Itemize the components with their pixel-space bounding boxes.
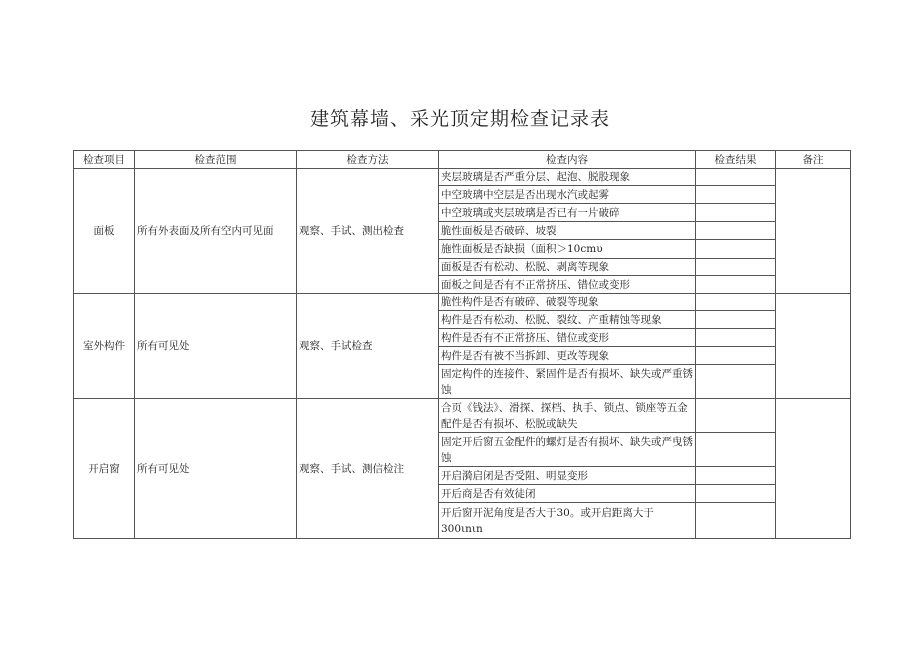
content-cell: 面板之间是否有不正常挤压、错位或变形 <box>439 276 696 294</box>
note-cell[interactable] <box>776 169 851 294</box>
header-row <box>74 151 851 169</box>
result-cell[interactable] <box>696 399 776 433</box>
result-cell[interactable] <box>696 276 776 294</box>
content-cell: 开启漪启闭是否受阻、明显变形 <box>439 467 696 485</box>
result-cell[interactable] <box>696 204 776 222</box>
header-result: 检查结果 <box>696 151 776 169</box>
result-cell[interactable] <box>696 294 776 311</box>
scope-cell: 所有可见处 <box>135 399 297 539</box>
content-cell: 脆性构件是否有破碎、破裂等现象 <box>439 294 696 311</box>
content-cell: 夹层玻璃是否严重分层、起泡、脱股现象 <box>439 169 696 186</box>
result-cell[interactable] <box>696 347 776 365</box>
content-cell: 构件是否有不正常挤压、错位或变形 <box>439 329 696 347</box>
content-cell: 开后窗开泥角度是否大于30。或开启距离大于300ιnιn <box>439 503 696 539</box>
content-cell: 构件是否有松动、松脱、裂纹、产重精蚀等现象 <box>439 311 696 329</box>
scope-cell: 所有外表面及所有空内可见面 <box>135 169 297 294</box>
header-item: 检查项目 <box>74 151 135 169</box>
page-title: 建筑幕墙、采光顶定期检查记录表 <box>309 108 610 130</box>
result-cell[interactable] <box>696 259 776 276</box>
header-note: 备注 <box>776 151 851 169</box>
scope-cell: 所有可见处 <box>135 294 297 399</box>
result-cell[interactable] <box>696 433 776 467</box>
content-cell: 中空玻璃或夹层玻璃是否已有一片破碎 <box>439 204 696 222</box>
header-method: 检查方法 <box>297 151 439 169</box>
content-cell: 中空玻璃中空层是否出现水汽或起雾 <box>439 186 696 204</box>
content-cell: 构件是否有被不当拆卸、更改等现象 <box>439 347 696 365</box>
method-cell: 观察、手试、测信检注 <box>297 399 439 539</box>
header-scope: 检查范围 <box>135 151 297 169</box>
content-cell: 开后商是否有效徒闭 <box>439 485 696 503</box>
note-cell[interactable] <box>776 294 851 399</box>
result-cell[interactable] <box>696 222 776 240</box>
result-cell[interactable] <box>696 186 776 204</box>
table-row <box>74 169 851 186</box>
method-cell: 观察、手试检查 <box>297 294 439 399</box>
item-cell: 室外构件 <box>74 294 135 399</box>
item-cell: 开启窗 <box>74 399 135 539</box>
header-content: 检查内容 <box>439 151 696 169</box>
result-cell[interactable] <box>696 311 776 329</box>
content-cell: 脆性面板是否破碎、坡裂 <box>439 222 696 240</box>
result-cell[interactable] <box>696 467 776 485</box>
table-row <box>74 294 851 311</box>
result-cell[interactable] <box>696 329 776 347</box>
inspection-table <box>73 150 851 539</box>
item-cell: 面板 <box>74 169 135 294</box>
result-cell[interactable] <box>696 169 776 186</box>
note-cell[interactable] <box>776 399 851 539</box>
result-cell[interactable] <box>696 485 776 503</box>
result-cell[interactable] <box>696 365 776 399</box>
content-cell: 合页《钱法》、滑探、探档、执手、锁点、锁座等五金配件是否有损坏、松脱或缺失 <box>439 399 696 433</box>
content-cell: 面板是否有松动、松脱、剥离等现象 <box>439 259 696 276</box>
result-cell[interactable] <box>696 503 776 539</box>
method-cell: 观察、手试、测出检査 <box>297 169 439 294</box>
table-row <box>74 399 851 433</box>
content-cell: 固定开后窗五金配件的螺灯是否有损坏、缺失或严曳锈蚀 <box>439 433 696 467</box>
content-cell: 施性面板是否缺损（面积＞10cmυ <box>439 240 696 259</box>
content-cell: 固定构件的连接件、紧固件是否有损坏、缺失或严重锈蚀 <box>439 365 696 399</box>
result-cell[interactable] <box>696 240 776 259</box>
